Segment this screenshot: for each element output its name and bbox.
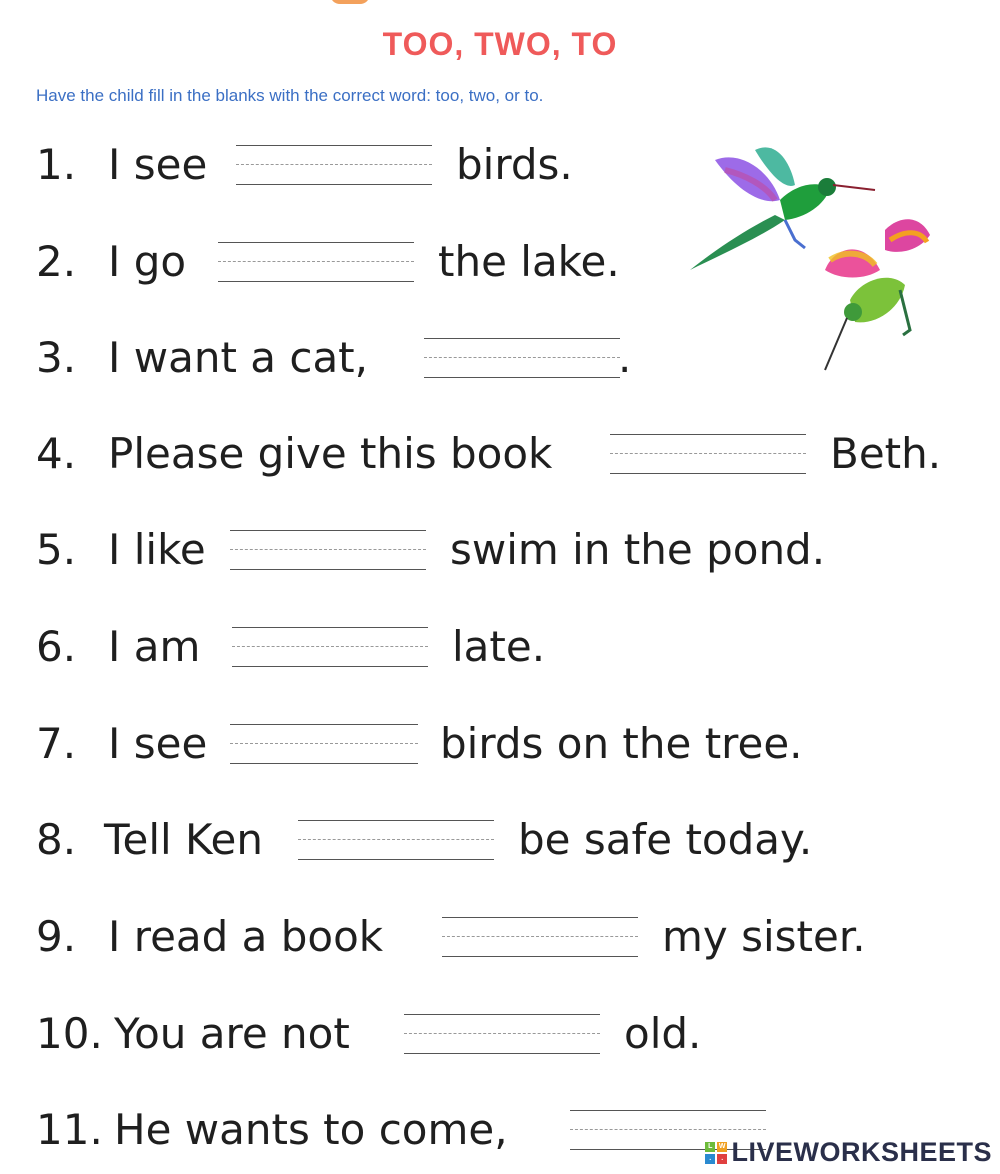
item-number: 11. <box>36 1105 103 1154</box>
instructions-text: Have the child fill in the blanks with the correct word: too, two, or to. <box>36 86 544 105</box>
answer-blank-8[interactable] <box>298 820 494 860</box>
item-number: 5. <box>36 525 77 574</box>
sentence-start: Please give this book <box>108 429 553 478</box>
sentence-start: You are not <box>114 1009 350 1058</box>
sentence-end: the lake. <box>438 237 620 286</box>
sentence-start: I am <box>108 622 201 671</box>
answer-blank-10[interactable] <box>404 1014 600 1054</box>
item-number: 4. <box>36 429 77 478</box>
sentence-end: old. <box>624 1009 702 1058</box>
sentence-end: swim in the pond. <box>450 525 826 574</box>
answer-blank-4[interactable] <box>610 434 806 474</box>
answer-blank-7[interactable] <box>230 724 418 764</box>
item-number: 7. <box>36 719 77 768</box>
item-number: 6. <box>36 622 77 671</box>
item-number: 10. <box>36 1009 103 1058</box>
sentence-end: . <box>618 333 632 382</box>
answer-blank-1[interactable] <box>236 145 432 185</box>
exercise-item <box>0 907 1000 967</box>
exercise-item <box>0 810 1000 870</box>
answer-blank-3[interactable] <box>424 338 620 378</box>
sentence-end: be safe today. <box>518 815 813 864</box>
hummingbird-2 <box>825 219 930 370</box>
answer-blank-5[interactable] <box>230 530 426 570</box>
item-number: 2. <box>36 237 77 286</box>
sentence-start: He wants to come, <box>114 1105 508 1154</box>
top-decoration <box>330 0 370 4</box>
item-number: 3. <box>36 333 77 382</box>
sentence-end: my sister. <box>662 912 866 961</box>
sentence-end: birds. <box>456 140 573 189</box>
sentence-start: I like <box>108 525 206 574</box>
sentence-start: I read a book <box>108 912 384 961</box>
exercise-item <box>0 1004 1000 1064</box>
sentence-start: I see <box>108 719 208 768</box>
sentence-end: Beth. <box>830 429 942 478</box>
watermark-text: LIVEWORKSHEETS <box>731 1137 992 1167</box>
hummingbirds-illustration <box>685 130 965 380</box>
exercise-item <box>0 617 1000 677</box>
answer-blank-9[interactable] <box>442 917 638 957</box>
exercise-item <box>0 424 1000 484</box>
liveworksheets-watermark <box>705 1137 992 1168</box>
sentence-start: I go <box>108 237 187 286</box>
sentence-end: late. <box>452 622 546 671</box>
sentence-start: I want a cat, <box>108 333 368 382</box>
item-number: 1. <box>36 140 77 189</box>
answer-blank-6[interactable] <box>232 627 428 667</box>
liveworksheets-logo-icon: L W . . <box>705 1142 727 1164</box>
item-number: 9. <box>36 912 77 961</box>
answer-blank-2[interactable] <box>218 242 414 282</box>
exercise-item <box>0 520 1000 580</box>
item-number: 8. <box>36 815 77 864</box>
page-title: TOO, TWO, TO <box>382 26 618 62</box>
sentence-start: Tell Ken <box>104 815 263 864</box>
exercise-item <box>0 714 1000 774</box>
sentence-end: birds on the tree. <box>440 719 803 768</box>
sentence-start: I see <box>108 140 208 189</box>
